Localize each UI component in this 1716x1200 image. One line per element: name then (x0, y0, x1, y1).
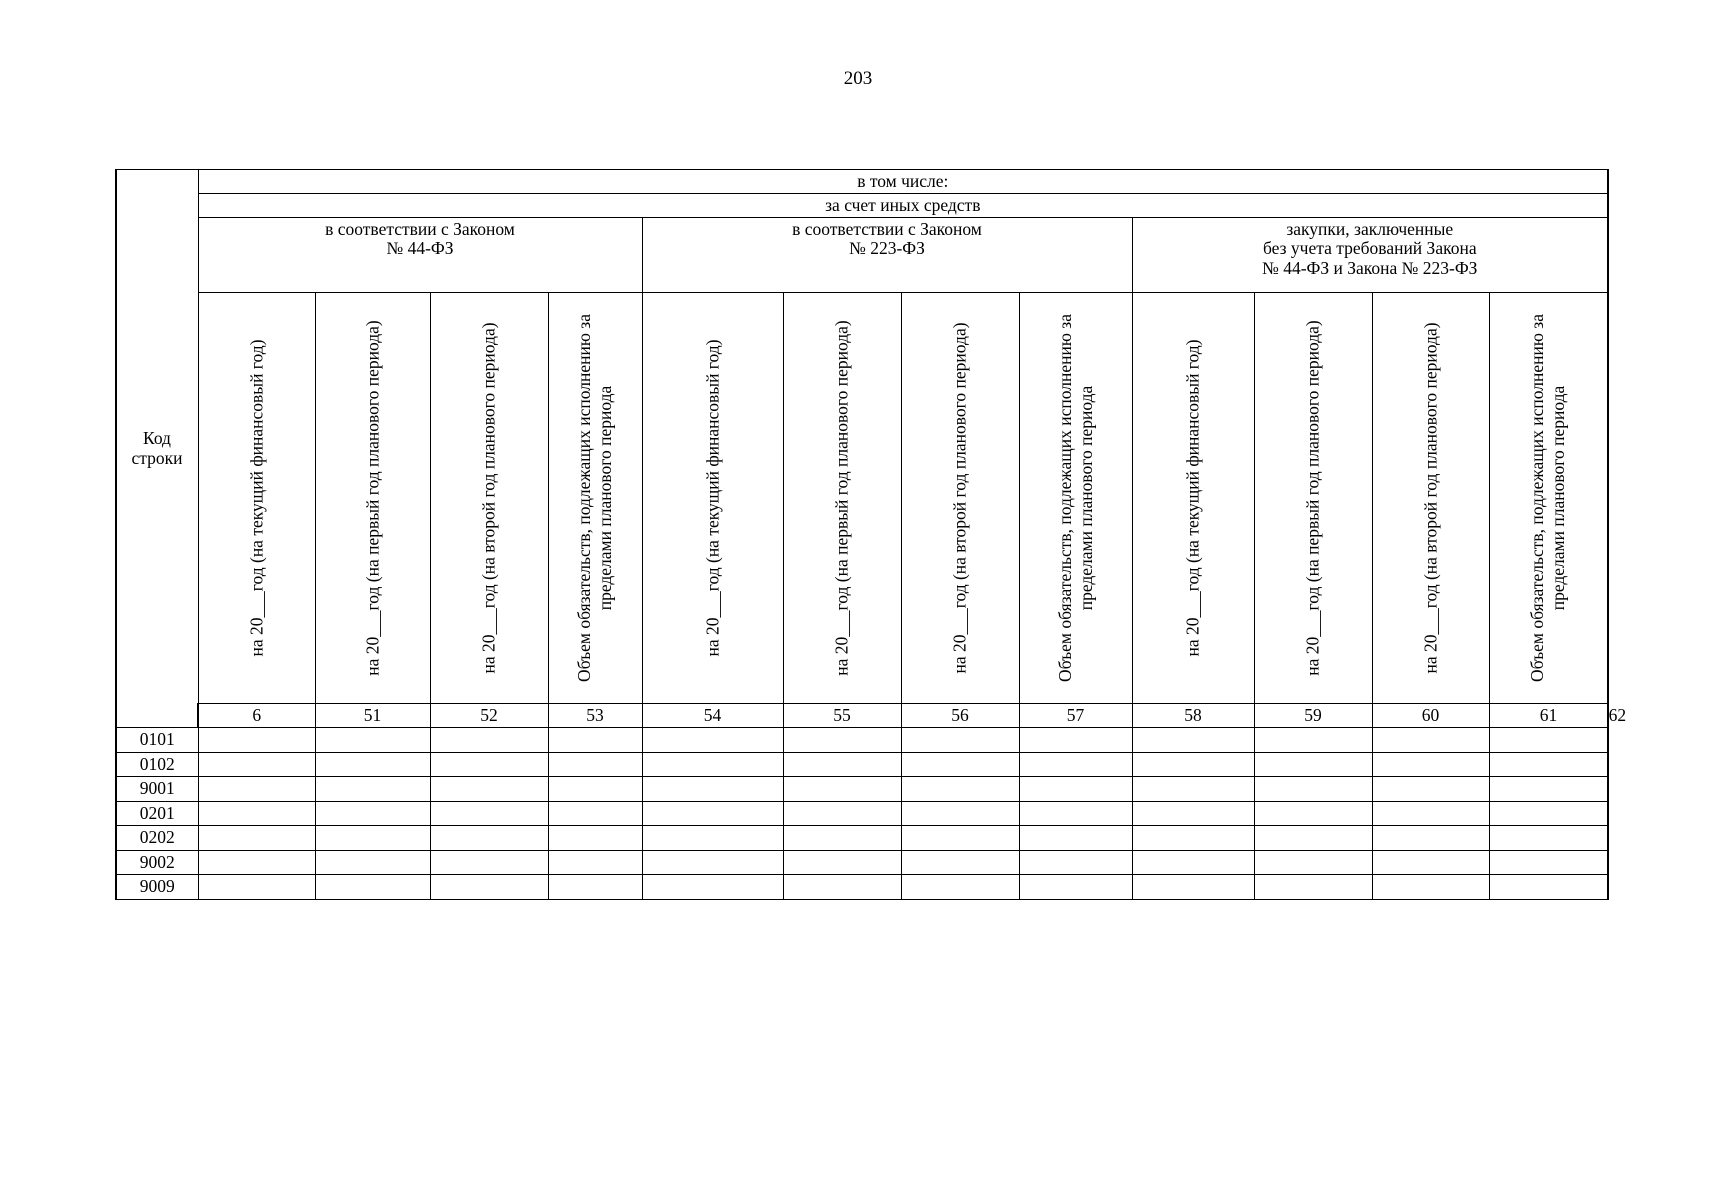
data-cell[interactable] (1372, 777, 1489, 802)
data-cell[interactable] (901, 826, 1019, 851)
data-cell[interactable] (642, 826, 783, 851)
data-cell[interactable] (1132, 826, 1254, 851)
data-cell[interactable] (1489, 826, 1608, 851)
data-cell[interactable] (315, 801, 430, 826)
column-header-59 (1132, 293, 1254, 704)
data-cell[interactable] (1019, 826, 1132, 851)
data-cell[interactable] (548, 850, 642, 875)
data-cell[interactable] (901, 777, 1019, 802)
data-cell[interactable] (198, 850, 315, 875)
column-header-58 (1019, 293, 1132, 704)
data-cell[interactable] (548, 752, 642, 777)
data-cell[interactable] (783, 801, 901, 826)
table-row (116, 752, 1608, 777)
data-cell[interactable] (783, 728, 901, 753)
data-cell[interactable] (642, 752, 783, 777)
column-number-52: 52 (430, 704, 548, 728)
table-row (116, 875, 1608, 900)
data-cell[interactable] (430, 752, 548, 777)
row-code: 0101 (116, 728, 198, 753)
data-cell[interactable] (198, 728, 315, 753)
row-code: 9001 (116, 777, 198, 802)
column-header-55 (642, 293, 783, 704)
data-cell[interactable] (1254, 752, 1372, 777)
data-cell[interactable] (1372, 826, 1489, 851)
data-cell[interactable] (430, 826, 548, 851)
data-cell[interactable] (642, 875, 783, 900)
data-cell[interactable] (1254, 801, 1372, 826)
data-cell[interactable] (315, 826, 430, 851)
data-cell[interactable] (548, 777, 642, 802)
column-header-label: на 20___год (на второй год планового периода) (949, 322, 970, 674)
column-number-57: 57 (1019, 704, 1132, 728)
data-cell[interactable] (430, 875, 548, 900)
data-cell[interactable] (642, 728, 783, 753)
column-number-53: 53 (548, 704, 642, 728)
data-cell[interactable] (901, 752, 1019, 777)
data-cell[interactable] (783, 826, 901, 851)
group-other-header: закупки, заключенные без учета требований Закона № 44-ФЗ и Закона № 223-ФЗ (1132, 218, 1608, 293)
data-cell[interactable] (1132, 850, 1254, 875)
column-number-51: 51 (315, 704, 430, 728)
data-cell[interactable] (1254, 777, 1372, 802)
code-column-header (116, 170, 198, 728)
other-funds-header: за счет иных средств (198, 194, 1608, 218)
column-number-58: 58 (1132, 704, 1254, 728)
data-cell[interactable] (1372, 850, 1489, 875)
data-cell[interactable] (315, 850, 430, 875)
data-cell[interactable] (1019, 777, 1132, 802)
data-cell[interactable] (1372, 752, 1489, 777)
table-row (116, 728, 1608, 753)
data-cell[interactable] (198, 752, 315, 777)
column-header-label: на 20___год (на текущий финансовый год) (246, 339, 266, 657)
table-row (116, 826, 1608, 851)
column-header-label: на 20___год (на первый год планового периода) (1302, 320, 1323, 676)
data-cell[interactable] (315, 728, 430, 753)
data-cell[interactable] (198, 777, 315, 802)
data-cell[interactable] (430, 728, 548, 753)
column-number-59: 59 (1254, 704, 1372, 728)
column-header-label: на 20___год (на второй год планового периода) (1420, 322, 1440, 674)
column-header-60 (1254, 293, 1372, 704)
data-cell[interactable] (1254, 875, 1372, 900)
data-cell[interactable] (783, 875, 901, 900)
column-number-60: 60 (1372, 704, 1489, 728)
data-cell[interactable] (198, 875, 315, 900)
data-cell[interactable] (1019, 728, 1132, 753)
row-code: 0202 (116, 826, 198, 851)
data-cell[interactable] (1019, 752, 1132, 777)
group-223-fz-header: в соответствии с Законом № 223-ФЗ (642, 218, 1132, 293)
data-cell[interactable] (642, 850, 783, 875)
data-cell[interactable] (1489, 728, 1608, 753)
data-cell[interactable] (901, 728, 1019, 753)
data-cell[interactable] (1254, 728, 1372, 753)
column-number-61: 61 (1489, 704, 1608, 728)
data-cell[interactable] (1372, 728, 1489, 753)
data-cell[interactable] (548, 875, 642, 900)
table-row (116, 777, 1608, 802)
data-cell[interactable] (315, 777, 430, 802)
data-cell[interactable] (198, 801, 315, 826)
column-header-label: на 20___год (на текущий финансовый год) (702, 339, 722, 657)
column-number-54: 54 (642, 704, 783, 728)
data-cell[interactable] (901, 875, 1019, 900)
data-cell[interactable] (1489, 875, 1608, 900)
data-cell[interactable] (1132, 777, 1254, 802)
column-header-label: на 20___год (на второй год планового периода) (478, 322, 499, 674)
column-header-56 (783, 293, 901, 704)
table-row (116, 850, 1608, 875)
data-cell[interactable] (783, 777, 901, 802)
data-cell[interactable] (783, 850, 901, 875)
table-row (116, 801, 1608, 826)
column-header-label: Объем обязательств, подлежащих исполнению за пределами планового периода (1527, 314, 1569, 683)
row-code: 9009 (116, 875, 198, 900)
data-cell[interactable] (642, 801, 783, 826)
column-header-label: на 20___год (на первый год планового периода) (362, 320, 382, 676)
column-header-label: на 20___год (на текущий финансовый год) (1182, 339, 1203, 657)
row-code: 9002 (116, 850, 198, 875)
column-header-62 (1489, 293, 1608, 704)
code-column-number: 6 (198, 704, 315, 728)
data-cell[interactable] (430, 777, 548, 802)
data-cell[interactable] (1132, 752, 1254, 777)
data-cell[interactable] (548, 728, 642, 753)
data-cell[interactable] (1372, 875, 1489, 900)
budget-form-table: Код строки в том числе: за счет иных средств в соответствии с Законом № 44-ФЗ в соответствии с Законом № 223-ФЗ закупки, заключенные без учета требований Закона № 44-ФЗ и Закона № 223-ФЗ на 20___год (на текущий финансовый год) на 20___год (на первый год планового периода) на 20___год (на второй год планового периода) Объем обязательств, подлежащих исполнению за пределами планового периода на 20___год (на текущий финансовый год) на 20___год (на первый год планового периода) на 20___год (на второй год планового периода) Объем обязательств, подлежащих исполнению за пределами планового периода на 20___год (на текущий финансовый год) на 20___год (на первый год планового периода) на 20___год (на второй год планового периода) Объем обязательств, подлежащих исполнению за пределами планового периода 6 51 52 53 54 55 56 57 58 59 60 61 62 0101 0102 9001 0201 0202 9002 9009 (115, 169, 1609, 900)
data-cell[interactable] (1019, 875, 1132, 900)
data-cell[interactable] (1489, 801, 1608, 826)
data-cell[interactable] (315, 875, 430, 900)
column-header-54 (548, 293, 642, 704)
including-header: в том числе: (198, 170, 1608, 194)
column-header-label: Объем обязательств, подлежащих исполнению за пределами планового периода (574, 314, 615, 683)
data-cell[interactable] (1372, 801, 1489, 826)
data-cell[interactable] (198, 826, 315, 851)
data-cell[interactable] (783, 752, 901, 777)
row-code: 0102 (116, 752, 198, 777)
data-cell[interactable] (430, 801, 548, 826)
group-44-fz-header: в соответствии с Законом № 44-ФЗ (198, 218, 642, 293)
data-cell[interactable] (1132, 728, 1254, 753)
column-number-55: 55 (783, 704, 901, 728)
data-cell[interactable] (315, 752, 430, 777)
data-cell[interactable] (1489, 777, 1608, 802)
column-header-61 (1372, 293, 1489, 704)
code-label: Код строки (131, 428, 183, 468)
page-number: 203 (843, 68, 873, 89)
data-cell[interactable] (548, 801, 642, 826)
data-cell[interactable] (548, 826, 642, 851)
data-cell[interactable] (901, 801, 1019, 826)
data-cell[interactable] (430, 850, 548, 875)
column-header-57 (901, 293, 1019, 704)
column-header-52 (315, 293, 430, 704)
column-number-56: 56 (901, 704, 1019, 728)
data-cell[interactable] (1489, 752, 1608, 777)
data-cell[interactable] (1489, 850, 1608, 875)
data-cell[interactable] (1019, 801, 1132, 826)
data-cell[interactable] (1132, 801, 1254, 826)
data-cell[interactable] (642, 777, 783, 802)
row-code: 0201 (116, 801, 198, 826)
data-cell[interactable] (1254, 826, 1372, 851)
column-header-label: на 20___год (на первый год планового периода) (831, 320, 852, 676)
data-cell[interactable] (1019, 850, 1132, 875)
column-header-51 (198, 293, 315, 704)
data-cell[interactable] (1254, 850, 1372, 875)
data-cell[interactable] (901, 850, 1019, 875)
column-header-53 (430, 293, 548, 704)
column-header-label: Объем обязательств, подлежащих исполнению за пределами планового периода (1054, 314, 1096, 683)
data-cell[interactable] (1132, 875, 1254, 900)
